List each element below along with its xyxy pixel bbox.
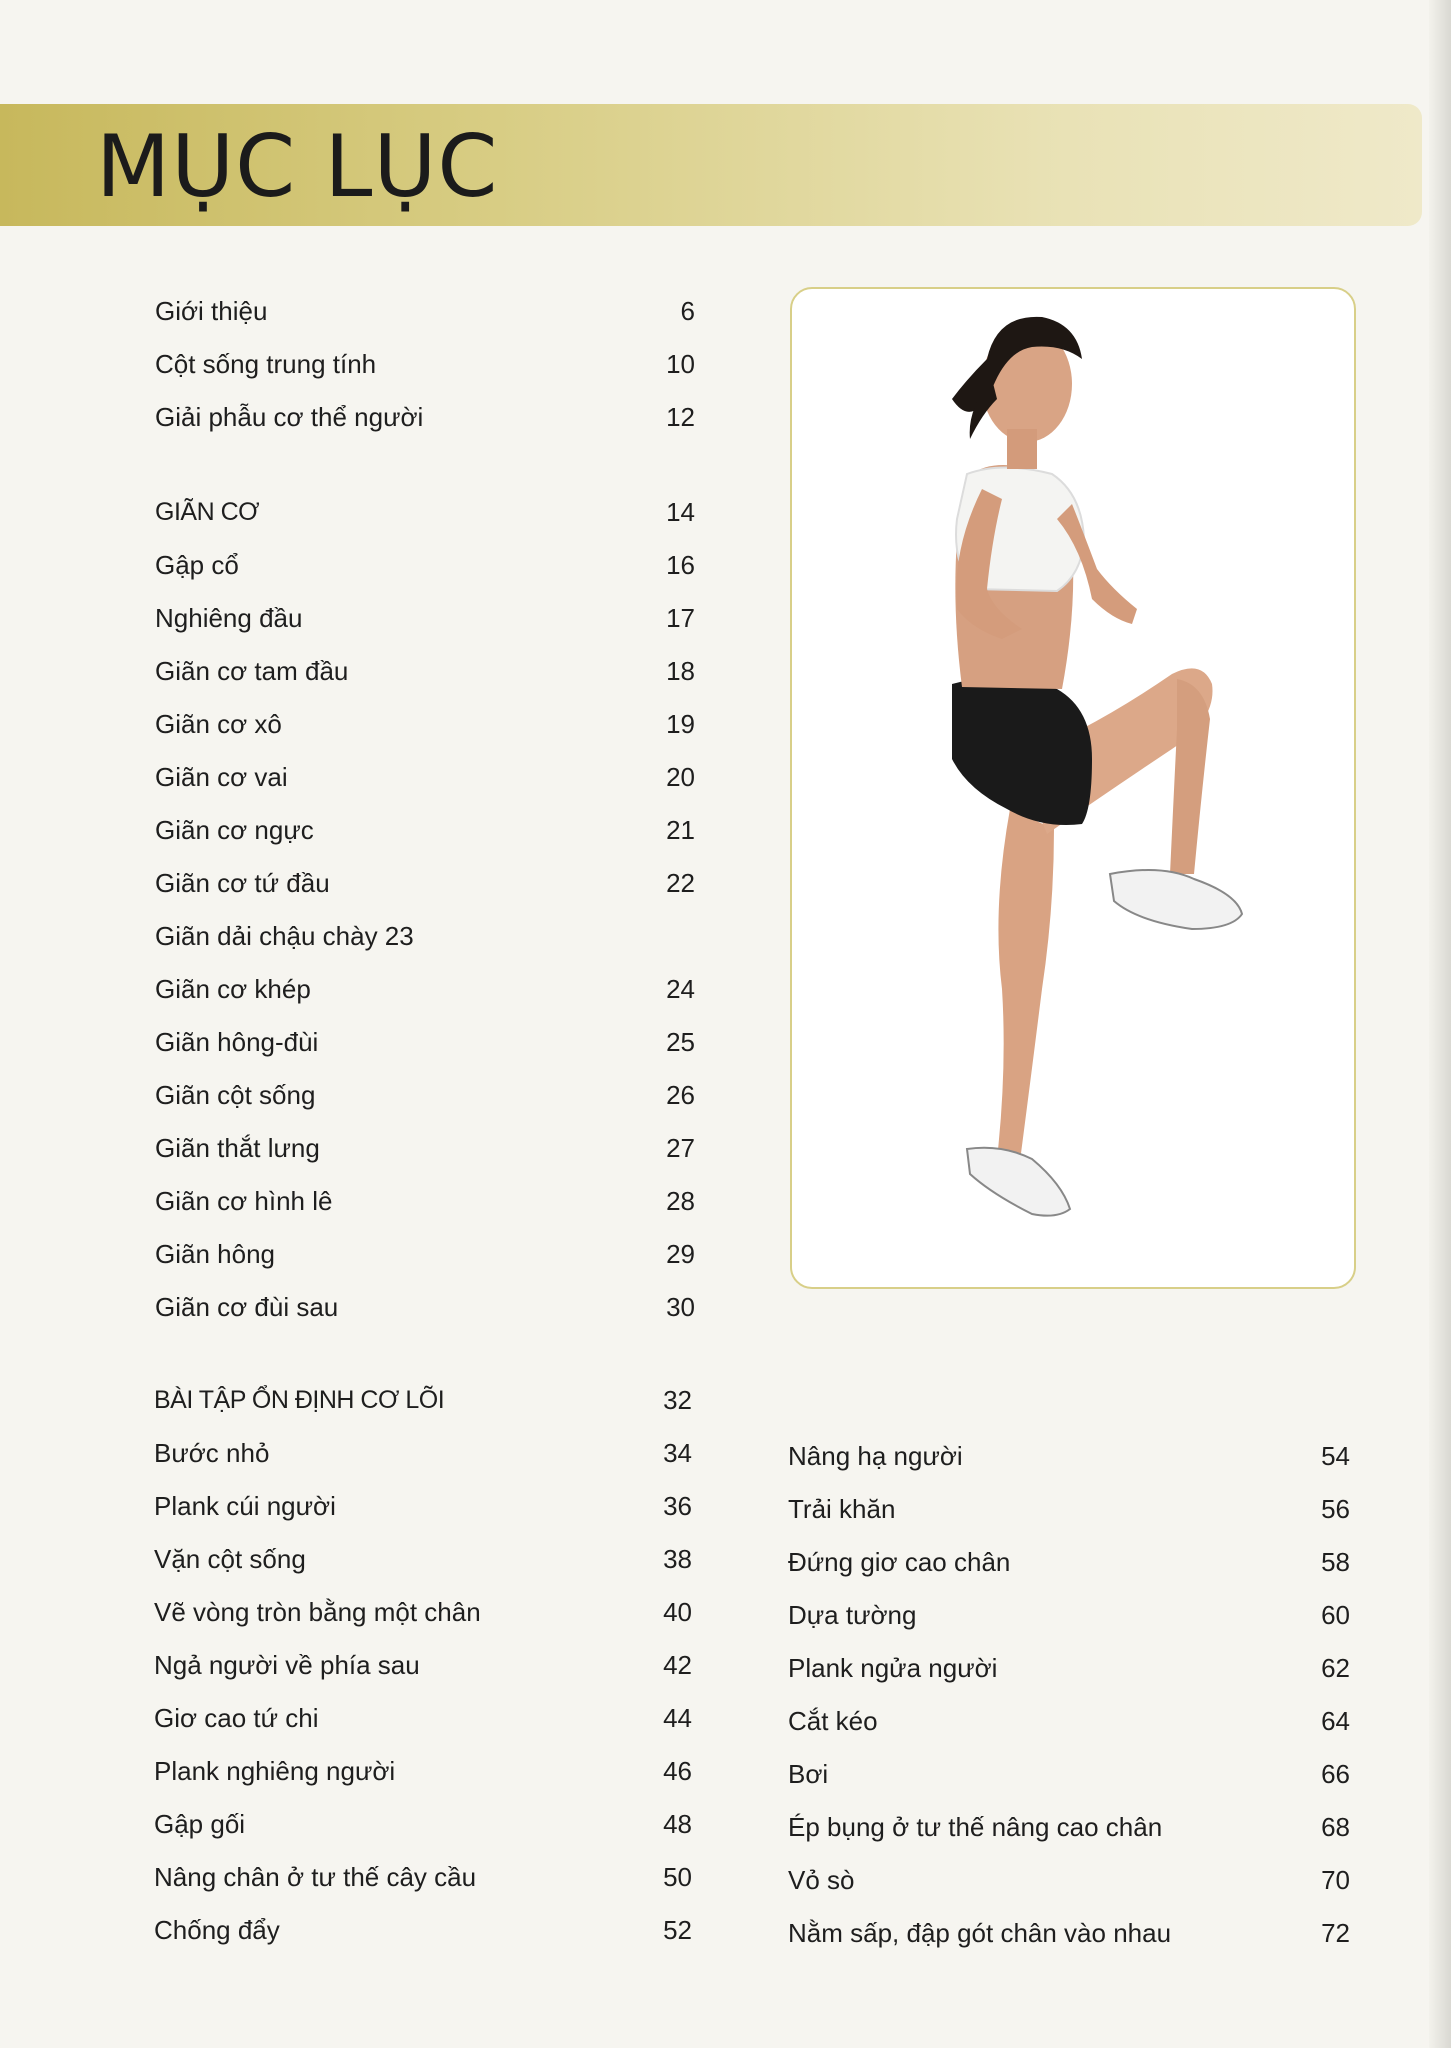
toc-entry <box>788 1907 1350 1960</box>
toc-entry-title: Bước nhỏ <box>154 1438 270 1468</box>
toc-entry <box>788 1748 1350 1801</box>
toc-entry <box>155 1069 695 1122</box>
exercise-photo <box>790 287 1356 1289</box>
toc-entry-title: Gập gối <box>154 1809 246 1839</box>
toc-entry <box>155 285 695 338</box>
toc-entry-page: 64 <box>1321 1706 1350 1736</box>
toc-entry <box>154 1427 692 1480</box>
toc-entry <box>155 486 695 539</box>
toc-entry <box>154 1533 692 1586</box>
toc-entry-title: Trải khăn <box>788 1494 896 1524</box>
toc-entry-title: Giãn hông <box>155 1239 275 1269</box>
toc-entry-page: 22 <box>666 868 695 898</box>
toc-entry-page: 34 <box>663 1438 692 1468</box>
toc-entry-page: 50 <box>663 1862 692 1892</box>
toc-entry <box>154 1480 692 1533</box>
toc-entry-page: 58 <box>1321 1547 1350 1577</box>
toc-entry <box>155 963 695 1016</box>
toc-entry-title: Nằm sấp, đập gót chân vào nhau <box>788 1918 1172 1948</box>
toc-entry-page: 28 <box>666 1186 695 1216</box>
toc-entry-title: Giãn cơ vai <box>155 762 288 792</box>
toc-entry <box>155 751 695 804</box>
toc-entry-title: Giới thiệu <box>155 296 268 326</box>
toc-entry-page: 60 <box>1321 1600 1350 1630</box>
toc-entry-page: 62 <box>1321 1653 1350 1683</box>
toc-entry-page: 24 <box>666 974 695 1004</box>
toc-entry-page: 16 <box>666 550 695 580</box>
toc-entry-page: 12 <box>666 402 695 432</box>
toc-entry-title: BÀI TẬP ỔN ĐỊNH CƠ LÕI <box>154 1386 445 1414</box>
toc-entry <box>788 1695 1350 1748</box>
toc-entry <box>788 1536 1350 1589</box>
toc-entry <box>155 1228 695 1281</box>
toc-entry-title: Ép bụng ở tư thế nâng cao chân <box>788 1812 1163 1842</box>
toc-entry-title: Giãn cơ tứ đầu <box>155 868 330 898</box>
toc-entry-page: 19 <box>666 709 695 739</box>
toc-entry-title: Dựa tường <box>788 1600 917 1630</box>
toc-entry <box>155 592 695 645</box>
toc-entry-title: Gập cổ <box>155 550 239 580</box>
toc-entry <box>155 1016 695 1069</box>
toc-entry-title: Plank nghiêng người <box>154 1756 396 1786</box>
toc-entry-title: Nâng hạ người <box>788 1441 963 1471</box>
toc-entry <box>788 1430 1350 1483</box>
toc-column-left-upper <box>155 285 695 1334</box>
toc-entry-page: 21 <box>666 815 695 845</box>
toc-entry <box>154 1745 692 1798</box>
toc-entry-page: 70 <box>1321 1865 1350 1895</box>
toc-entry <box>788 1589 1350 1642</box>
toc-entry <box>155 804 695 857</box>
toc-entry-page: 56 <box>1321 1494 1350 1524</box>
toc-entry-title: Giãn cột sống <box>155 1080 316 1110</box>
toc-entry <box>155 1175 695 1228</box>
toc-entry-title: Giãn cơ khép <box>155 974 311 1004</box>
toc-entry-page: 52 <box>663 1915 692 1945</box>
toc-entry <box>155 857 695 910</box>
toc-column-left-lower <box>154 1374 692 1957</box>
toc-entry <box>155 1122 695 1175</box>
toc-entry-title: Chống đẩy <box>154 1915 280 1945</box>
toc-entry <box>154 1851 692 1904</box>
toc-entry-title: Đứng giơ cao chân <box>788 1547 1011 1577</box>
page-edge <box>1429 0 1451 2048</box>
toc-entry-page: 20 <box>666 762 695 792</box>
toc-entry <box>155 645 695 698</box>
toc-entry-title: Giãn dải chậu chày 23 <box>155 921 414 951</box>
page-title: MỤC LỤC <box>96 117 499 217</box>
toc-entry-page: 17 <box>666 603 695 633</box>
toc-entry-title: Ngả người về phía sau <box>154 1650 420 1680</box>
toc-entry-page: 48 <box>663 1809 692 1839</box>
toc-entry-title: Giãn cơ hình lê <box>155 1186 333 1216</box>
toc-entry-title: Cắt kéo <box>788 1706 878 1736</box>
toc-entry-title: Giãn cơ ngực <box>155 815 314 845</box>
woman-high-knee-illustration <box>792 289 1354 1287</box>
toc-entry-title: Plank cúi người <box>154 1491 336 1521</box>
toc-entry-page: 66 <box>1321 1759 1350 1789</box>
toc-entry-title: Giãn thắt lưng <box>155 1133 320 1163</box>
toc-entry <box>155 391 695 444</box>
toc-entry-page: 25 <box>666 1027 695 1057</box>
toc-entry <box>155 338 695 391</box>
toc-column-right-lower <box>788 1430 1350 1960</box>
toc-entry <box>154 1692 692 1745</box>
toc-entry <box>154 1798 692 1851</box>
toc-entry-title: Giãn hông-đùi <box>155 1027 319 1057</box>
toc-entry-page: 32 <box>663 1385 692 1415</box>
toc-entry-title: Nâng chân ở tư thế cây cầu <box>154 1862 477 1892</box>
toc-entry <box>155 539 695 592</box>
toc-entry <box>788 1483 1350 1536</box>
toc-entry-page: 29 <box>666 1239 695 1269</box>
toc-entry <box>154 1374 692 1427</box>
toc-entry-page: 6 <box>680 296 695 326</box>
toc-entry-title: Giãn cơ xô <box>155 709 282 739</box>
toc-entry-title: GIÃN CƠ <box>155 498 260 526</box>
toc-entry-page: 18 <box>666 656 695 686</box>
toc-entry-page: 54 <box>1321 1441 1350 1471</box>
toc-entry <box>155 910 695 963</box>
toc-entry-page: 72 <box>1321 1918 1350 1948</box>
toc-entry <box>154 1639 692 1692</box>
toc-entry-title: Giãn cơ tam đầu <box>155 656 349 686</box>
toc-entry-page: 10 <box>666 349 695 379</box>
toc-entry-page: 44 <box>663 1703 692 1733</box>
toc-entry-page: 30 <box>666 1292 695 1322</box>
toc-entry-title: Giãn cơ đùi sau <box>155 1292 339 1322</box>
toc-entry-title: Bơi <box>788 1759 829 1789</box>
toc-entry <box>788 1801 1350 1854</box>
toc-entry-title: Cột sống trung tính <box>155 349 377 379</box>
toc-entry-page: 38 <box>663 1544 692 1574</box>
toc-entry-page: 46 <box>663 1756 692 1786</box>
toc-entry-page: 36 <box>663 1491 692 1521</box>
toc-entry-title: Nghiêng đầu <box>155 603 303 633</box>
toc-entry <box>154 1586 692 1639</box>
toc-entry-title: Plank ngửa người <box>788 1653 998 1683</box>
toc-entry <box>788 1642 1350 1695</box>
toc-entry-page: 26 <box>666 1080 695 1110</box>
toc-entry-title: Vẽ vòng tròn bằng một chân <box>154 1597 481 1627</box>
toc-entry-title: Giơ cao tứ chi <box>154 1703 319 1733</box>
toc-entry-title: Vỏ sò <box>788 1865 855 1895</box>
toc-entry <box>788 1854 1350 1907</box>
toc-entry-page: 14 <box>666 497 695 527</box>
toc-entry <box>155 1281 695 1334</box>
toc-entry <box>155 698 695 751</box>
toc-entry <box>154 1904 692 1957</box>
toc-entry-title: Giải phẫu cơ thể người <box>155 402 424 432</box>
toc-entry-page: 42 <box>663 1650 692 1680</box>
toc-entry-page: 27 <box>666 1133 695 1163</box>
section-gap <box>155 444 695 486</box>
toc-entry-title: Vặn cột sống <box>154 1544 306 1574</box>
toc-entry-page: 68 <box>1321 1812 1350 1842</box>
toc-entry-page: 40 <box>663 1597 692 1627</box>
